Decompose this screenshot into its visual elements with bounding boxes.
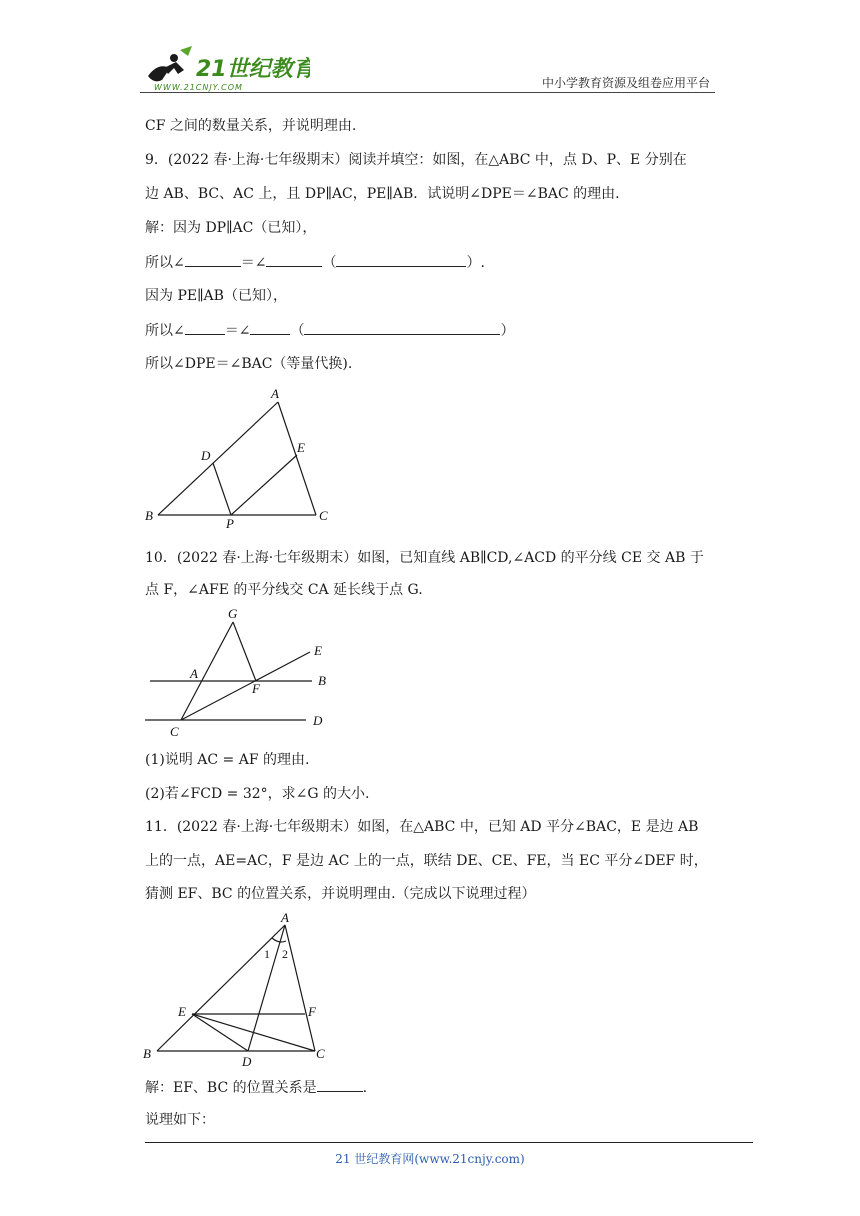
text-line: CF 之间的数量关系，并说明理由. bbox=[145, 118, 357, 134]
label-e: E bbox=[178, 1004, 186, 1019]
question-9-line-1: 9．(2022 春·上海·七年级期末）阅读并填空：如图，在△ABC 中，点 D、P、E 分别在 bbox=[145, 152, 687, 168]
label-a: A bbox=[271, 386, 279, 401]
label-f: F bbox=[252, 681, 260, 696]
footer-text: 21 世纪教育网(www.21cnjy.com) bbox=[335, 1152, 525, 1166]
label-g: G bbox=[228, 606, 238, 621]
label-e: E bbox=[297, 440, 305, 455]
segment-ac bbox=[285, 925, 315, 1051]
question-10-part-1: (1)说明 AC = AF 的理由. bbox=[145, 752, 310, 768]
question-11-line-3: 猜测 EF、BC 的位置关系，并说明理由.（完成以下说理过程） bbox=[145, 886, 536, 902]
logo-url: WWW.21CNJY.COM bbox=[154, 83, 243, 92]
segment-ab bbox=[157, 925, 285, 1051]
label-a: A bbox=[190, 666, 198, 681]
label-d: D bbox=[242, 1054, 252, 1069]
label-b: B bbox=[318, 673, 326, 688]
text: ） bbox=[500, 323, 515, 339]
text: 所以∠ bbox=[145, 255, 185, 271]
text: （ bbox=[322, 255, 337, 271]
label-a: A bbox=[281, 910, 289, 925]
segment-ec bbox=[192, 1014, 315, 1051]
label-angle-1: 1 bbox=[264, 947, 270, 961]
label-b: B bbox=[143, 1046, 151, 1061]
text: ＝∠ bbox=[240, 255, 267, 271]
text: . bbox=[362, 1080, 368, 1096]
label-b: B bbox=[145, 508, 153, 523]
label-d: D bbox=[313, 713, 323, 728]
question-10-line-1: 10．(2022 春·上海·七年级期末）如图，已知直线 AB∥CD,∠ACD 的平分线 CE 交 AB 于 bbox=[145, 550, 704, 566]
q9-solution-line-5: 所以∠DPE＝∠BAC（等量代换). bbox=[145, 356, 353, 372]
question-10-line-2: 点 F，∠AFE 的平分线交 CA 延长线于点 G. bbox=[145, 582, 423, 598]
question-11-line-1: 11．(2022 春·上海·七年级期末）如图，在△ABC 中，已知 AD 平分∠BAC，E 是边 AB bbox=[145, 819, 699, 835]
question-11-line-2: 上的一点，AE=AC，F 是边 AC 上的一点，联结 DE、CE、FE，当 EC 平分∠DEF 时， bbox=[145, 853, 708, 869]
question-10-part-2: (2)若∠FCD = 32°，求∠G 的大小. bbox=[145, 786, 370, 802]
label-d: D bbox=[201, 448, 211, 463]
answer-blank[interactable] bbox=[317, 1077, 363, 1092]
logo-text: 21世纪教育 bbox=[196, 57, 310, 82]
label-f: F bbox=[308, 1004, 316, 1019]
q11-solution-line-1 bbox=[145, 1077, 367, 1098]
text: 所以∠ bbox=[145, 323, 185, 339]
footer-divider bbox=[145, 1142, 753, 1143]
label-p: P bbox=[226, 516, 234, 531]
label-c: C bbox=[316, 1046, 325, 1061]
label-c: C bbox=[170, 724, 179, 739]
angle-arc bbox=[272, 938, 286, 942]
text: ＝∠ bbox=[224, 323, 251, 339]
header-platform-text: 中小学教育资源及组卷应用平台 bbox=[541, 76, 710, 90]
label-angle-2: 2 bbox=[282, 947, 288, 961]
label-e: E bbox=[314, 643, 322, 658]
question-9-line-2: 边 AB、BC、AC 上，且 DP∥AC，PE∥AB．试说明∠DPE＝∠BAC 的理由. bbox=[145, 186, 620, 202]
text: 解：EF、BC 的位置关系是 bbox=[145, 1080, 317, 1096]
text: （ bbox=[290, 323, 305, 339]
q11-solution-line-2: 说理如下： bbox=[145, 1112, 215, 1128]
segment-ed bbox=[192, 1014, 248, 1051]
q9-solution-line-1: 解：因为 DP∥AC（已知）， bbox=[145, 220, 317, 236]
text: ）. bbox=[466, 255, 485, 271]
q9-solution-line-3: 因为 PE∥AB（已知）， bbox=[145, 288, 287, 304]
label-c: C bbox=[319, 508, 328, 523]
